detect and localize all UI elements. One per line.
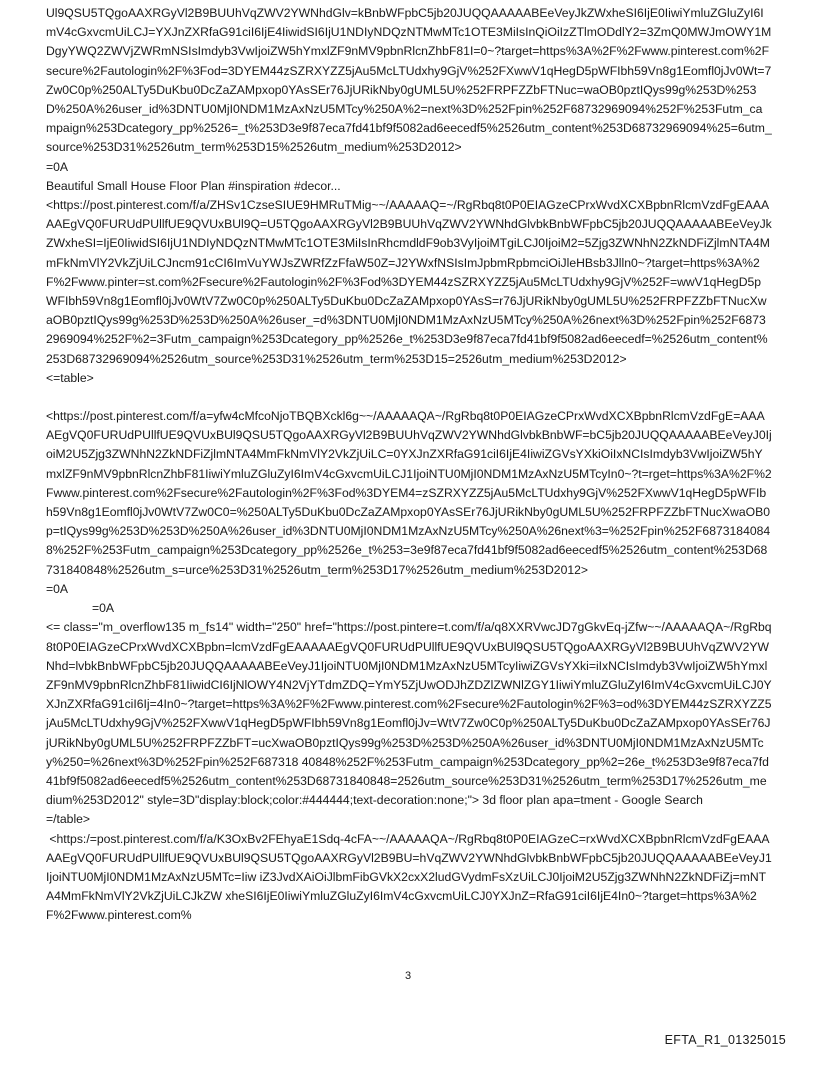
document-id: EFTA_R1_01325015: [664, 1033, 786, 1047]
encoded-newline: =0A: [46, 159, 69, 174]
pin-title: Beautiful Small House Floor Plan #inspiration #decor...: [46, 178, 341, 193]
encoded-url-block: <https://post.pinterest.com/f/a=yfw4cMfcoNjoTBQBXckl6g~~/AAAAAQA~/RgRbq8t0P0EIAGzeCPrxWvdXCXBpbnRlcmVzdFgE=AAAAEgVQ0FURUdPUllfUE9QVUxBUl9QSU5TQgoAAXRGyVl2B9BUUhVqZWV2YWNhdGlvbkBnbWF=bC5jb20JUQQAAAAABEeVeyJ0IjoiM2U5Zjg3ZWNhN2ZkNDFiZjlmNTA4MmFkNmVlY2VkZjUiLC=0YXJnZXRfaG91ciI6IjE4IiwiZGVsYXkiOiIxNCIsImdyb3VwIjoiZW5hYmxlZF9nMV9pbnRlcnZhbF81IiwiYmluZGluZyI6ImV4cGxvcmUiLCJ1IjoiNTU0MjI0NDM1MzAxNzU5MTcyIn0~?t=rget=https%3A%2F%2Fwww.pinterest.com%2Fsecure%2Fautologin%2F%3Fod%3DYEM4=zSZRXYZZ5jAu5McLTUdxhy9GjV%252FXwwV1qHegD5pWFIbh59Vn8g1Eomfl0jJv0WtV7Zw0C0=%250ALTy5DuKbu0DcZaZAMpxop0YAsSEr76JjURikNby0gUML5U%252FRPFZZbFTNucXwaOB0p=tIQys99g%253D%253D%250A%26user_id%3DNTU0MjI0NDM1MzAxNzU5MTcy%250A%26next%3=%252Fpin%252F68731840848%252F%253Futm_campaign%253Dcategory_pp%2526e_t%253=3e9f87eca7fd41bf9f5082ad6eecedf5%2526utm_content%253D68731840848%2526utm_s=urce%253D31%2526utm_term%253D17%2526utm_medium%253D2012>: [46, 409, 772, 577]
email-body: [46, 4, 772, 926]
encoded-newline: =0A: [46, 581, 69, 596]
page-number: 3: [404, 970, 412, 982]
encoded-anchor-block: <= class="m_overflow135 m_fs14" width="250" href="https://post.pintere=t.com/f/a/q8XXRVwcJD7gGkvEq-jZfw~~/AAAAAQA~/RgRbq8t0P0EIAGzeCPrxWvdXCXBpbn=lcmVzdFgEAAAAAEgVQ0FURUdPUllfUE9QVUxBUl9QSU5TQgoAAXRGyVl2B9BUUhVqZWV2YWNhd=lvbkBnbWFpbC5jb20JUQQAAAAABEeVeyJ1IjoiNTU0MjI0NDM1MzAxNzU5MTcyIiwiZGVsYXki=iIxNCIsImdyb3VwIjoiZW5hYmxlZF9nMV9pbnRlcnZhbF81IiwidCI6IjNlOWY4N2VjYTdmZDQ=YmY5ZjUwODJhZDZlZWNlZGY1IiwiYmluZGluZyI6ImV4cGxvcmUiLCJ0YXJnZXRfaG91ciI6Ij=4In0~?target=https%3A%2F%2Fwww.pinterest.com%2Fsecure%2Fautologin%2F%3=od%3DYEM44zSZRXYZZ5jAu5McLTUdxhy9GjV%252FXwwV1qHegD5pWFIbh59Vn8g1Eomfl0jJv=WtV7Zw0C0p%250ALTy5DuKbu0DcZaZAMpxop0YAsSEr76JjURikNby0gUML5U%252FRPFZZbFT=ucXwaOB0pztIQys99g%253D%253D%250A%26user_id%3DNTU0MjI0NDM1MzAxNzU5MTcy%250=%26next%3D%252Fpin%252F687318 40848%252F%253Futm_campaign%253Dcategory_pp%2=26e_t%253D3e9f87eca7fd41bf9f5082ad6eecedf5%2526utm_content%253D68731840848=2526utm_source%253D31%2526utm_term%253D17%2526utm_medium%253D2012" style=3D"display:block;color:#444444;text-decoration:none;"> 3d floor plan apa=tment - Google Search: [46, 620, 772, 808]
html-fragment: <=table>: [46, 370, 94, 385]
encoded-url-block: <https://post.pinterest.com/f/a/ZHSv1CzseSIUE9HMRuTMig~~/AAAAAQ=~/RgRbq8t0P0EIAGzeCPrxWvdXCXBpbnRlcmVzdFgEAAAAAEgVQ0FURUdPUllfUE9QVUxBUl9Q=U5TQgoAAXRGyVl2B9BUUhVqZWV2YWNhdGlvbkBnbWFpbC5jb20JUQQAAAAABEeVeyJkZWxheSI=IjE0IiwidSI6IjU1NDIyNDQzNTMwMTc1OTE3MiIsInRhcmdldF9ob3VyIjoiMTgiLCJ0IjoiM2=5Zjg3ZWNhN2ZkNDFiZjlmNTA4MmFkNmVlY2VkZjUiLCJncm91cCI6ImVuYWJsZWRfZzFfaW50Z=J2YWxfNSIsImJpbmRpbmciOiJleHBsb3Jlln0~?target=https%3A%2F%2Fwww.pinter=st.com%2Fsecure%2Fautologin%2F%3Fod%3DYEM44zSZRXYZZ5jAu5McLTUdxhy9GjV%252F=wwV1qHegD5pWFIbh59Vn8g1Eomfl0jJv0WtV7Zw0C0p%250ALTy5DuKbu0DcZaZAMpxop0YAsS=r76JjURikNby0gUML5U%252FRPFZZbFTNucXwaOB0pztIQys99g%253D%253D%250A%26user_=d%3DNTU0MjI0NDM1MzAxNzU5MTcy%250A%26next%3D%252Fpin%252F68732969094%252F%2=3Futm_campaign%253Dcategory_pp%2526e_t%253D3e9f87eca7fd41bf9f5082ad6eecedf=%2526utm_content%253D68732969094%2526utm_source%253D31%2526utm_term%253D15=2526utm_medium%253D2012>: [46, 198, 772, 366]
html-fragment: =/table>: [46, 812, 91, 827]
blank-line: [46, 388, 772, 407]
encoded-url-block: <https:/=post.pinterest.com/f/a/K3OxBv2FEhyaE1Sdq-4cFA~~/AAAAAQA~/RgRbq8t0P0EIAGzeC=rxWvdXCXBpbnRlcmVzdFgEAAAAAEgVQ0FURUdPUllfUE9QVUxBUl9QSU5TQgoAAXRGyVl2B9BU=hVqZWV2YWNhdGlvbkBnbWFpbC5jb20JUQQAAAAABEeVeyJ1IjoiNTU0MjI0NDM1MzAxNzU5MTc=Iiw iZ3JvdXAiOiJlbmFibGVkX2cxX2ludGVydmFsXzUiLCJ0IjoiM2U5Zjg3ZWNhN2ZkNDFiZj=mNTA4MmFkNmVlY2VkZjUiLCJkZW xheSI6IjE0IiwiYmluZGluZyI6ImV4cGxvcmUiLCJ0YXJnZ=RfaG91ciI6IjE4In0~?target=https%3A%2F%2Fwww.pinterest.com%: [46, 831, 772, 923]
encoded-url-block: Ul9QSU5TQgoAAXRGyVl2B9BUUhVqZWV2YWNhdGlv=kBnbWFpbC5jb20JUQQAAAAABEeVeyJkZWxheSI6IjE0IiwiYmluZGluZyI6ImV4cGxvcmUiLCJ=YXJnZXRfaG91ciI6IjE4IiwidSI6IjU1NDIyNDQzNTMwMTc1OTE3MiIsInQiOiIzZTlmODdlY2=3ZmQ0MWJmOWY1MDgyYWQ2ZWVjZWRmNSIsImdyb3VwIjoiZW5hYmxlZF9nMV9pbnRlcnZhbF81I=0~?target=https%3A%2F%2Fwww.pinterest.com%2Fsecure%2Fautologin%2F%3Fod=3DYEM44zSZRXYZZ5jAu5McLTUdxhy9GjV%252FXwwV1qHegD5pWFIbh59Vn8g1Eomfl0jJv0Wt=7Zw0C0p%250ALTy5DuKbu0DcZaZAMpxop0YAsSEr76JjURikNby0gUML5U%252FRPFZZbFTNuc=waOB0pztIQys99g%253D%253D%250A%26user_id%3DNTU0MjI0NDM1MzAxNzU5MTcy%250A%2=next%3D%252Fpin%252F68732969094%252F%253Futm_campaign%253Dcategory_pp%2526=_t%253D3e9f87eca7fd41bf9f5082ad6eecedf5%2526utm_content%253D68732969094%25=6utm_source%253D31%2526utm_term%253D15%2526utm_medium%253D2012>: [46, 6, 772, 155]
encoded-newline-indented: =0A: [92, 601, 115, 616]
